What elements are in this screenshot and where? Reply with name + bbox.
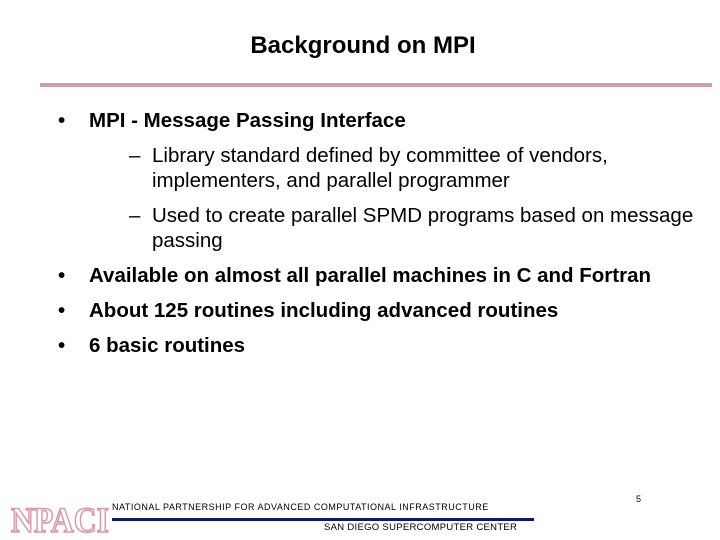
bullet-text: 6 basic routines	[89, 334, 246, 357]
bullet-list	[56, 108, 696, 368]
bullet-item	[56, 333, 696, 358]
bullet-item	[56, 263, 696, 288]
logo-text: NPACI	[11, 500, 109, 539]
npaci-logo	[10, 499, 112, 539]
bullet-text: About 125 routines including advanced routines	[89, 299, 559, 322]
page-number: 5	[636, 494, 642, 504]
bullet-icon: •	[58, 334, 66, 357]
sub-bullet-text: Library standard defined by committee of vendors, implementers, and parallel programmer	[152, 144, 608, 192]
dash-icon: –	[129, 144, 141, 167]
bullet-text: MPI - Message Passing Interface	[89, 109, 406, 132]
dash-icon: –	[129, 204, 141, 227]
footer-divider	[112, 518, 534, 521]
bullet-icon: •	[58, 109, 66, 132]
bullet-icon: •	[58, 264, 66, 287]
bullet-item	[56, 108, 696, 253]
footer-center-name: SAN DIEGO SUPERCOMPUTER CENTER	[324, 522, 518, 533]
bullet-text: Available on almost all parallel machines in C and Fortran	[89, 264, 652, 287]
slide-title: Background on MPI	[250, 32, 476, 59]
sub-bullet-item	[89, 203, 696, 253]
sub-bullet-text: Used to create parallel SPMD programs based on message passing	[152, 204, 694, 252]
bullet-item	[56, 298, 696, 323]
bullet-icon: •	[58, 299, 66, 322]
sub-bullet-item	[89, 143, 696, 193]
title-divider	[40, 83, 712, 87]
footer-org-name: NATIONAL PARTNERSHIP FOR ADVANCED COMPUTATIONAL INFRASTRUCTURE	[112, 502, 489, 512]
